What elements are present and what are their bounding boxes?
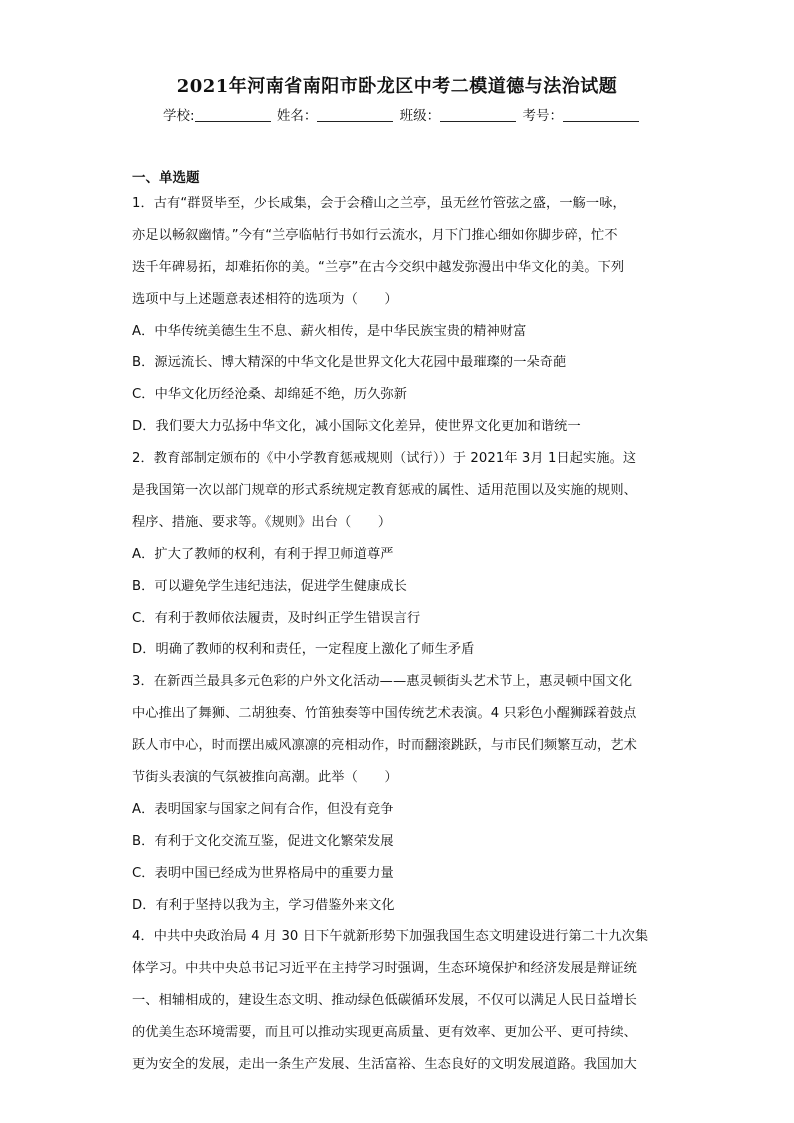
- text-line: 2．教育部制定颁布的《中小学教育惩戒规则（试行））于 2021年 3月 1日起实施。这: [132, 451, 637, 467]
- text-line: 迭千年碑易拓，却难拓你的美。“兰亭”在古今交织中越发弥漫出中华文化的美。下列: [132, 259, 625, 275]
- option-line: C．中华文化历经沧桑、却绵延不绝，历久弥新: [132, 387, 408, 403]
- text-line: 节街头表演的气氛被推向高潮。此举（ ）: [132, 770, 398, 786]
- section-heading: 一、单选题: [132, 170, 200, 186]
- option-line: B．可以避免学生违纪违法，促进学生健康成长: [132, 578, 407, 594]
- text-line: 是我国第一次以部门规章的形式系统规定教育惩戒的属性、适用范围以及实施的规则、: [132, 483, 637, 499]
- option-line: D．有利于坚持以我为主，学习借鉴外来文化: [132, 897, 395, 913]
- page-title: 2021年河南省南阳市卧龙区中考二模道德与法治试题: [176, 76, 618, 97]
- class-blank[interactable]: [440, 107, 516, 122]
- text-line: 体学习。中共中央总书记习近平在主持学习时强调，生态环境保护和经济发展是辩证统: [132, 961, 637, 977]
- option-line: B．源远流长、博大精深的中华文化是世界文化大花园中最璀璨的一朵奇葩: [132, 355, 567, 371]
- option-line: D．我们要大力弘扬中华文化，减小国际文化差异，使世界文化更加和谐统一: [132, 419, 581, 435]
- option-line: B．有利于文化交流互鉴，促进文化繁荣发展: [132, 833, 394, 849]
- text-line: 选项中与上述题意表述相符的选项为（ ）: [132, 291, 398, 307]
- text-line: 3．在新西兰最具多元色彩的户外文化活动——惠灵顿街头艺术节上，惠灵顿中国文化: [132, 674, 633, 690]
- option-line: A．中华传统美德生生不息、薪火相传，是中华民族宝贵的精神财富: [132, 323, 527, 339]
- student-info-row: [163, 104, 641, 124]
- question-body: [132, 188, 672, 1081]
- option-line: C．有利于教师依法履责，及时纠正学生错误言行: [132, 610, 421, 626]
- text-line: 的优美生态环境需要，而且可以推动实现更高质量、更有效率、更加公平、更可持续、: [132, 1025, 637, 1041]
- text-line: 更为安全的发展，走出一条生产发展、生活富裕、生态良好的文明发展道路。我国加大: [132, 1057, 637, 1073]
- text-line: 一、相辅相成的，建设生态文明、推动绿色低碳循环发展，不仅可以满足人民日益增长: [132, 993, 637, 1009]
- option-line: C．表明中国已经成为世界格局中的重要力量: [132, 865, 394, 881]
- text-line: 跃人市中心，时而摆出威风凛凛的亮相动作，时而翻滚跳跃，与市民们频繁互动，艺术: [132, 738, 637, 754]
- name-blank[interactable]: [317, 107, 393, 122]
- option-line: A．扩大了教师的权利，有利于捍卫师道尊严: [132, 546, 394, 562]
- exam-number-label: 考号：: [522, 108, 563, 124]
- school-label: 学校:: [163, 108, 195, 124]
- class-label: 班级：: [399, 108, 441, 124]
- text-line: 程序、措施、要求等。《规则》出台（ ）: [132, 514, 392, 530]
- exam-number-blank[interactable]: [563, 107, 639, 122]
- text-line: 1．古有“群贤毕至，少长咸集，会于会稽山之兰亭，虽无丝竹管弦之盛，一觞一咏，: [132, 196, 626, 211]
- name-label: 姓名：: [276, 108, 318, 124]
- school-blank[interactable]: [195, 107, 271, 122]
- option-line: D．明确了教师的权利和责任，一定程度上激化了师生矛盾: [132, 642, 475, 658]
- option-line: A．表明国家与国家之间有合作，但没有竞争: [132, 801, 394, 817]
- text-line: 中心推出了舞狮、二胡独奏、竹笛独奏等中国传统艺术表演。4 只彩色小醒狮踩着鼓点: [132, 706, 637, 722]
- text-line: 4．中共中央政治局 4 月 30 日下午就新形势下加强我国生态文明建设进行第二十九次集: [132, 929, 649, 945]
- text-line: 亦足以畅叙幽情。”今有“兰亭临帖行书如行云流水，月下门推心细如你脚步碎，忙不: [132, 227, 618, 243]
